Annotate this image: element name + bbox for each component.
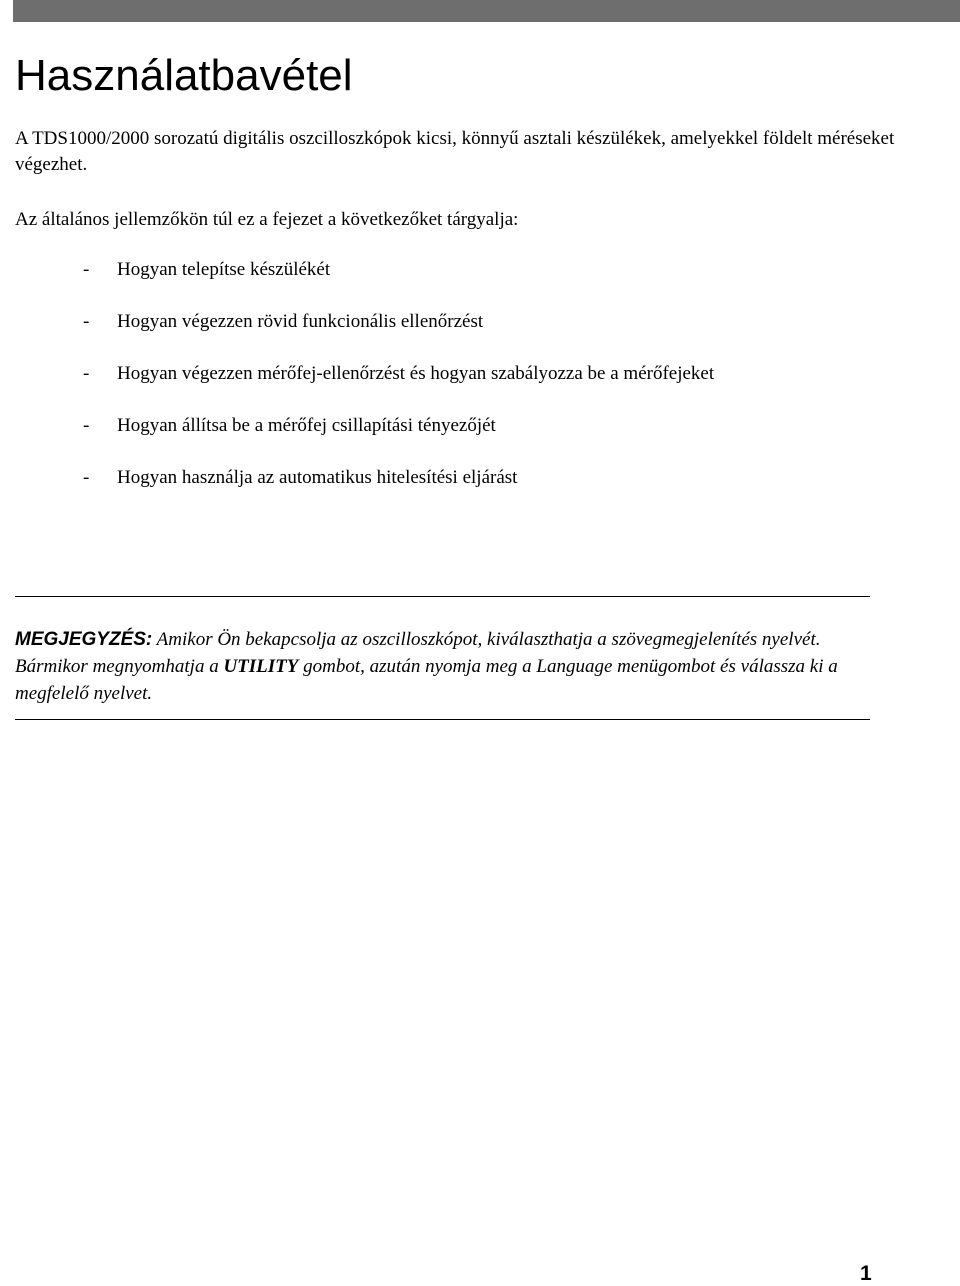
header-bar: [13, 0, 960, 22]
list-item: [83, 413, 714, 439]
note-label: MEGJEGYZÉS:: [15, 629, 153, 650]
note-top-rule: [15, 596, 870, 597]
note-block: [15, 626, 895, 707]
list-item-text: Hogyan állítsa be a mérőfej csillapítási tényezőjét: [117, 415, 496, 436]
list-dash: -: [83, 467, 90, 488]
list-dash: -: [83, 415, 90, 436]
list-item-text: Hogyan végezzen rövid funkcionális ellenőrzést: [117, 311, 484, 332]
list-item: [83, 361, 714, 387]
topic-list: [83, 257, 714, 517]
list-item-text: Hogyan telepítse készülékét: [117, 259, 331, 280]
page-title: Használatbavétel: [15, 51, 353, 100]
lead-paragraph: Az általános jellemzőkön túl ez a fejezet a következőket tárgyalja:: [15, 209, 519, 230]
list-dash: -: [83, 363, 90, 384]
note-bottom-rule: [15, 719, 870, 720]
note-text-after: gombot, azután nyomja meg a Language menügombot és válassza ki a megfelelő nyelvet.: [15, 656, 838, 704]
note-utility-key: UTILITY: [223, 656, 299, 677]
list-item-text: Hogyan végezzen mérőfej-ellenőrzést és hogyan szabályozza be a mérőfejeket: [117, 363, 715, 384]
list-item: [83, 257, 714, 283]
page-number: 1: [860, 1262, 872, 1285]
list-item-text: Hogyan használja az automatikus hitelesítési eljárást: [117, 467, 518, 488]
note-text-before: Amikor Ön bekapcsolja az oszcilloszkópot, kiválaszthatja a szövegmegjelenítés nyelvét. Bármikor megnyomhatja a: [15, 629, 821, 677]
list-item: [83, 309, 714, 335]
list-dash: -: [83, 311, 90, 332]
list-dash: -: [83, 259, 90, 280]
list-item: [83, 465, 714, 491]
intro-paragraph: A TDS1000/2000 sorozatú digitális oszcilloszkópok kicsi, könnyű asztali készülékek, amelyekkel földelt méréseket végezhet.: [15, 128, 895, 175]
